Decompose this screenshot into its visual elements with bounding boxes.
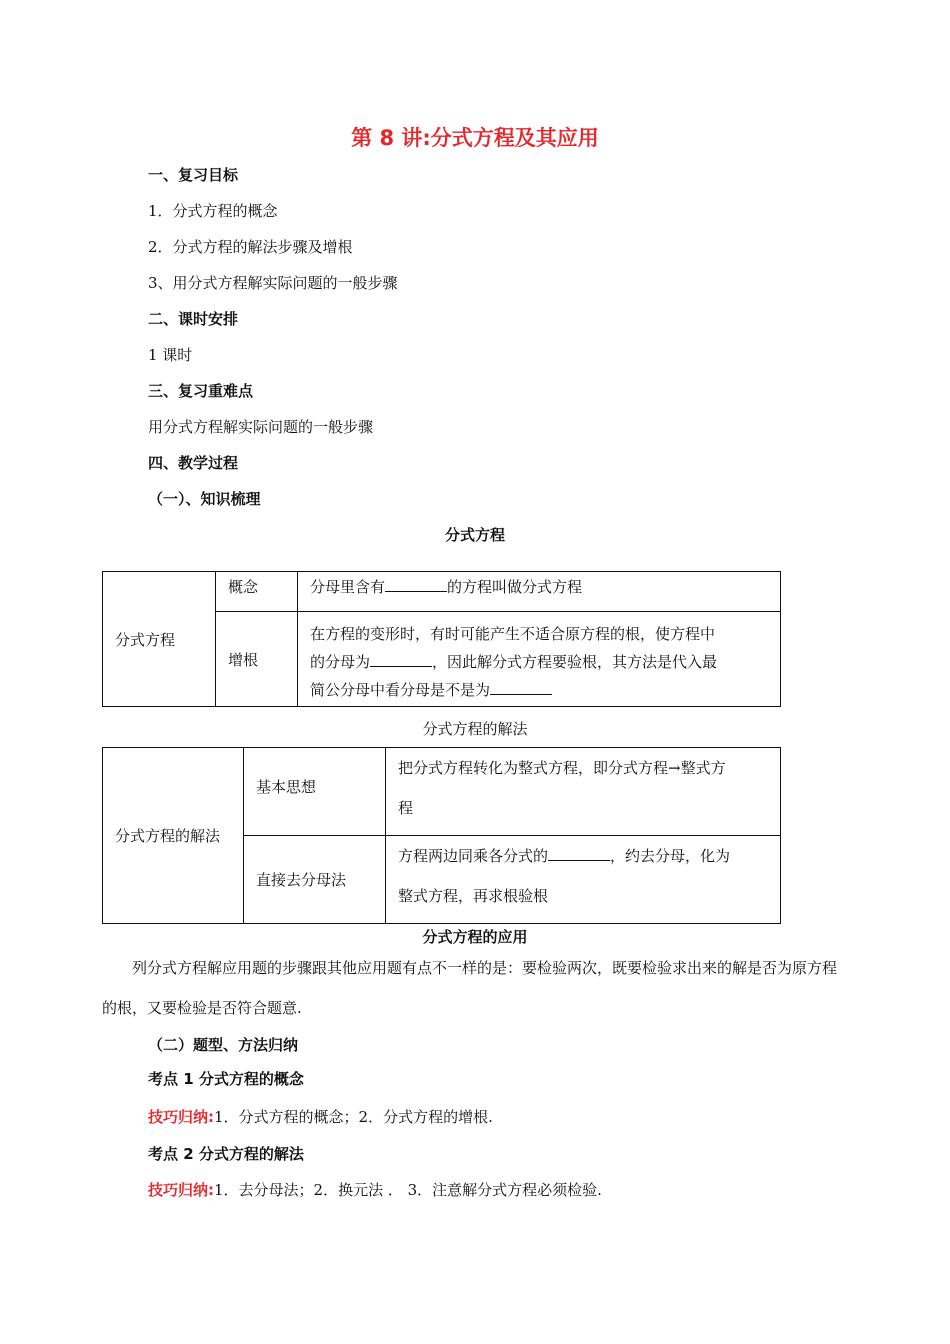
fill-in-blank [370, 652, 432, 667]
key-points-text: 用分式方程解实际问题的一般步骤 [148, 418, 374, 436]
tip-label: 技巧归纳: [148, 1181, 214, 1199]
table-cell-content: 把分式方程转化为整式方程，即分式方程→整式方 程 [386, 748, 781, 836]
table-cell-content: 在方程的变形时，有时可能产生不适合原方程的根，使方程中 的分母为 ，因此解分式方程要验根，其方法是代入最 简公分母中看分母是不是为 [298, 612, 781, 707]
table-main-cell: 分式方程 [103, 572, 216, 707]
table-row-label: 概念 [216, 572, 298, 612]
table-row-label: 增根 [216, 612, 298, 707]
fill-in-blank [548, 846, 610, 861]
goal-item: 1．分式方程的概念 [148, 202, 278, 220]
table-main-cell: 分式方程的解法 [103, 748, 244, 924]
tip-label: 技巧归纳: [148, 1108, 214, 1126]
section-heading-goals: 一、复习目标 [148, 166, 239, 184]
table-cell-content: 分母里含有 的方程叫做分式方程 [298, 572, 781, 612]
page-title: 第 8 讲:分式方程及其应用 [351, 126, 599, 150]
goal-item: 3、用分式方程解实际问题的一般步骤 [148, 274, 398, 292]
subsection-heading-methods: （二）题型、方法归纳 [148, 1036, 299, 1054]
fill-in-blank [490, 680, 552, 695]
topic-heading-1: 考点 1 分式方程的概念 [148, 1070, 304, 1088]
topic-heading-2: 考点 2 分式方程的解法 [148, 1145, 304, 1163]
table-cell-content: 方程两边同乘各分式的 ，约去分母，化为 整式方程，再求根验根 [386, 836, 781, 924]
section-heading-key-points: 三、复习重难点 [148, 382, 254, 400]
goal-item: 2．分式方程的解法步骤及增根 [148, 238, 353, 256]
fill-in-blank [385, 577, 447, 592]
tip-line-2: 技巧归纳:1．去分母法；2．换元法 ． 3．注意解分式方程必须检验. [148, 1181, 602, 1199]
application-caption: 分式方程的应用 [422, 928, 528, 946]
table-row-label: 直接去分母法 [244, 836, 386, 924]
section-heading-schedule: 二、课时安排 [148, 310, 239, 328]
subsection-heading-knowledge: （一）、知识梳理 [148, 490, 261, 508]
section-heading-process: 四、教学过程 [148, 454, 239, 472]
tip-line-1: 技巧归纳:1．分式方程的概念；2．分式方程的增根. [148, 1108, 493, 1126]
table-caption: 分式方程的解法 [422, 720, 528, 738]
table-caption: 分式方程 [444, 526, 505, 544]
solution-table [102, 747, 781, 924]
concept-table [102, 571, 781, 707]
table-row-label: 基本思想 [244, 748, 386, 836]
application-paragraph: 列分式方程解应用题的步骤跟其他应用题有点不一样的是：要检验两次，既要检验求出来的解是否为原方程的根，又要检验是否符合题意. [102, 959, 838, 1017]
schedule-text: 1 课时 [148, 346, 193, 364]
